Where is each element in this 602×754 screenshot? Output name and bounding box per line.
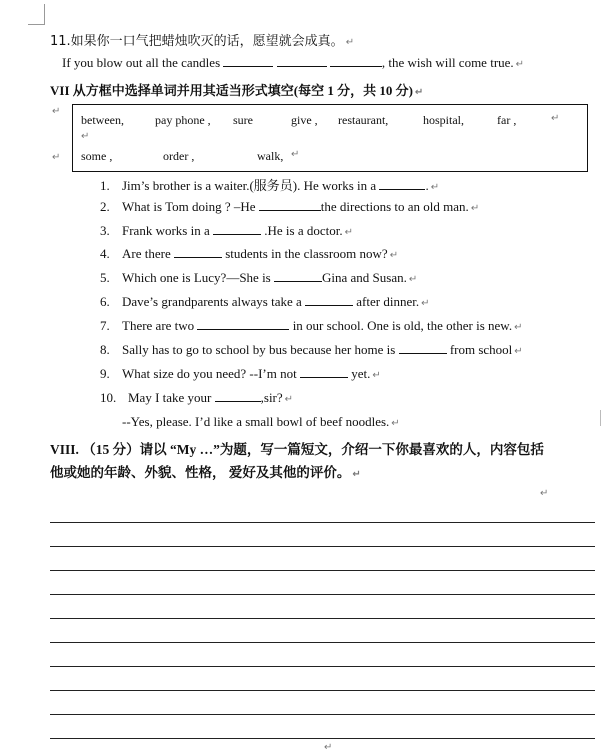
- paragraph-mark-icon: ↵: [470, 203, 480, 214]
- word-bank-item: restaurant,: [338, 113, 389, 127]
- paragraph-mark-icon: ↵: [344, 227, 353, 238]
- paragraph-mark-icon: ↵: [421, 298, 430, 309]
- section-8-prompt-line-2: 他或她的年龄、外貌、性格， 爱好及其他的评价。 ↵: [50, 465, 361, 480]
- paragraph-mark-icon: ↵: [391, 418, 400, 429]
- exercise-item-3: 3. Frank works in a .He is a doctor. ↵: [100, 223, 353, 238]
- writing-line[interactable]: [50, 618, 595, 619]
- q11-english: If you blow out all the candles , the wish will come true. ↵: [62, 55, 525, 70]
- exercise-item-6: 6. Dave’s grandparents always take a after dinner. ↵: [100, 294, 430, 309]
- exercise-item-1: 1. Jim’s brother is a waiter.(服务员). He works in a . ↵: [100, 178, 440, 193]
- writing-line[interactable]: [50, 666, 595, 667]
- paragraph-mark-icon: ↵: [352, 469, 361, 480]
- paragraph-mark-icon: ↵: [324, 742, 333, 753]
- section-8-prompt-line-1: VIII. （15 分）请以 “My …”为题，写一篇短文，介绍一下你最喜欢的人，内容包括: [50, 442, 544, 457]
- answer-blank[interactable]: [223, 55, 273, 67]
- exercise-item-8: 8. Sally has to go to school by bus because her home is from school ↵: [100, 342, 523, 357]
- word-bank-item: some ,: [81, 149, 113, 163]
- paragraph-mark-icon: ↵: [291, 149, 300, 160]
- word-bank-item: pay phone ,: [155, 113, 211, 127]
- paragraph-mark-icon: ↵: [430, 182, 440, 193]
- exercise-item-4: 4. Are there students in the classroom now? ↵: [100, 246, 399, 261]
- paragraph-mark-icon: ↵: [514, 322, 523, 333]
- q11-chinese: 11.如果你一口气把蜡烛吹灭的话，愿望就会成真。 ↵: [50, 34, 355, 49]
- writing-line[interactable]: [50, 570, 595, 571]
- answer-blank[interactable]: [379, 178, 425, 190]
- paragraph-mark-icon: ↵: [515, 59, 525, 70]
- answer-blank[interactable]: [305, 294, 353, 306]
- answer-blank[interactable]: [300, 366, 348, 378]
- writing-line[interactable]: [50, 642, 595, 643]
- paragraph-mark-icon: ↵: [551, 113, 560, 124]
- paragraph-mark-icon: ↵: [540, 488, 549, 499]
- paragraph-mark-icon: ↵: [514, 346, 523, 357]
- paragraph-mark-icon: ↵: [414, 87, 424, 98]
- answer-blank[interactable]: [213, 223, 261, 235]
- exercise-item-10-reply: --Yes, please. I’d like a small bowl of beef noodles. ↵: [122, 414, 400, 429]
- answer-blank[interactable]: [197, 318, 289, 330]
- section-7-title: VII 从方框中选择单词并用其适当形式填空(每空 1 分，共 10 分) ↵: [50, 83, 424, 98]
- margin-marker: [600, 410, 601, 426]
- word-bank-item: walk,: [257, 149, 284, 163]
- word-bank-item: far ,: [497, 113, 517, 127]
- answer-blank[interactable]: [399, 342, 447, 354]
- word-bank-item: give ,: [291, 113, 318, 127]
- answer-blank[interactable]: [215, 390, 261, 402]
- answer-blank[interactable]: [330, 55, 382, 67]
- paragraph-mark-icon: ↵: [81, 131, 90, 142]
- writing-line[interactable]: [50, 522, 595, 523]
- exercise-item-7: 7. There are two in our school. One is old, the other is new. ↵: [100, 318, 523, 333]
- answer-blank[interactable]: [259, 199, 321, 211]
- writing-line[interactable]: [50, 714, 595, 715]
- paragraph-mark-icon: ↵: [52, 152, 61, 163]
- paragraph-mark-icon: ↵: [345, 37, 355, 48]
- paragraph-mark-icon: ↵: [372, 370, 381, 381]
- paragraph-mark-icon: ↵: [389, 250, 399, 261]
- answer-blank[interactable]: [274, 270, 322, 282]
- word-bank-item: order ,: [163, 149, 195, 163]
- exercise-item-9: 9. What size do you need? --I’m not yet. ↵: [100, 366, 381, 381]
- word-bank-item: between,: [81, 113, 124, 127]
- writing-line[interactable]: [50, 594, 595, 595]
- word-bank-box: [72, 104, 588, 172]
- page-corner-mark: [28, 4, 45, 25]
- paragraph-mark-icon: ↵: [52, 106, 61, 117]
- answer-blank[interactable]: [277, 55, 327, 67]
- exercise-item-2: 2. What is Tom doing ? –He the directions to an old man. ↵: [100, 199, 480, 214]
- answer-blank[interactable]: [174, 246, 222, 258]
- word-bank-item: sure: [233, 113, 253, 127]
- word-bank-item: hospital,: [423, 113, 464, 127]
- exercise-item-5: 5. Which one is Lucy?—She is Gina and Susan. ↵: [100, 270, 418, 285]
- writing-line[interactable]: [50, 546, 595, 547]
- paragraph-mark-icon: ↵: [408, 274, 418, 285]
- writing-line[interactable]: [50, 690, 595, 691]
- exercise-item-10: 10. May I take your ,sir? ↵: [100, 390, 294, 405]
- paragraph-mark-icon: ↵: [284, 394, 294, 405]
- writing-line[interactable]: [50, 738, 595, 739]
